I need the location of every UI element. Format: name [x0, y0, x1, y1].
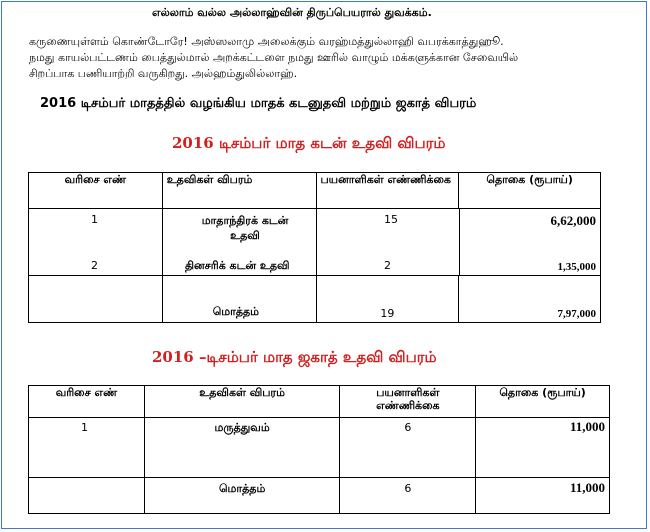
loan-row1-sno: 1: [91, 213, 98, 226]
loan-row2-desc: தினசரிக் கடன் உதவி: [185, 259, 290, 272]
loan-header-row: [29, 173, 601, 209]
zakat-header-sno: வரிசை எண்: [29, 386, 145, 418]
loan-total-label: மொத்தம்: [162, 276, 316, 323]
intro-line-1: கருணையுள்ளம் கொண்டோரே! அஸ்ஸலாமு அலைக்கும் வரஹ்மத்துல்லாஹி வபரக்காத்துஹூ.: [29, 35, 504, 48]
table-row: [29, 209, 601, 276]
zakat-header-amount: தொகை (ரூபாய்): [476, 386, 610, 418]
zakat-row1-count: 6: [340, 418, 476, 478]
loan-header-sno: வரிசை எண்: [29, 173, 163, 209]
zakat-row1-desc: மருத்துவம்: [144, 418, 340, 478]
loan-title: 2016 டிசம்பர் மாத கடன் உதவி விபரம்: [172, 134, 446, 152]
loan-table: [28, 172, 601, 323]
zakat-row1-amount: 11,000: [476, 418, 610, 478]
loan-row1-amount: 6,62,000: [550, 213, 596, 228]
zakat-header-row: [29, 386, 610, 418]
intro-line-3: சிறப்பாக பணியாற்றி வருகிறது. அல்ஹம்துலில்லாஹ்.: [29, 67, 298, 80]
zakat-header-count: பயனாளிகள் எண்ணிக்கை: [340, 386, 476, 418]
zakat-total-amount: 11,000: [476, 478, 610, 514]
loan-row2-amount: 1,35,000: [557, 261, 596, 273]
loan-header-count: பயனாளிகள் எண்ணிக்கை: [316, 173, 459, 209]
table-row: [29, 418, 610, 478]
zakat-total-label: மொத்தம்: [144, 478, 340, 514]
loan-total-count: 19: [316, 276, 459, 323]
loan-row2-sno: 2: [91, 259, 98, 272]
zakat-title: 2016 –டிசம்பர் மாத ஜகாத் உதவி விபரம்: [152, 348, 437, 366]
zakat-header-desc: உதவிகள் விபரம்: [144, 386, 340, 418]
zakat-table: [28, 385, 610, 514]
loan-row1-desc: மாதாந்திரக் கடன் உதவி: [201, 214, 289, 242]
intro-line-2: நமது காயல்பட்டணம் பைத்துல்மால் அறக்கட்டளை நமது ஊரில் வாழும் மக்களுக்கான சேவையில்: [29, 51, 519, 64]
loan-total-amount: 7,97,000: [459, 276, 601, 323]
loan-header-amount: தொகை (ரூபாய்): [459, 173, 601, 209]
zakat-total-row: [29, 478, 610, 514]
loan-row1-count: 15: [384, 213, 398, 226]
header-text: எல்லாம் வல்ல அல்லாஹ்வின் திருப்பெயரால் துவக்கம்.: [152, 6, 432, 19]
zakat-total-count: 6: [340, 478, 476, 514]
zakat-row1-sno: 1: [29, 418, 145, 478]
main-title: 2016 டிசம்பர் மாதத்தில் வழங்கிய மாதக் கடனுதவி மற்றும் ஜகாத் விபரம்: [40, 96, 477, 111]
loan-total-row: [29, 276, 601, 323]
loan-row2-count: 2: [384, 259, 391, 272]
loan-header-desc: உதவிகள் விபரம்: [162, 173, 316, 209]
